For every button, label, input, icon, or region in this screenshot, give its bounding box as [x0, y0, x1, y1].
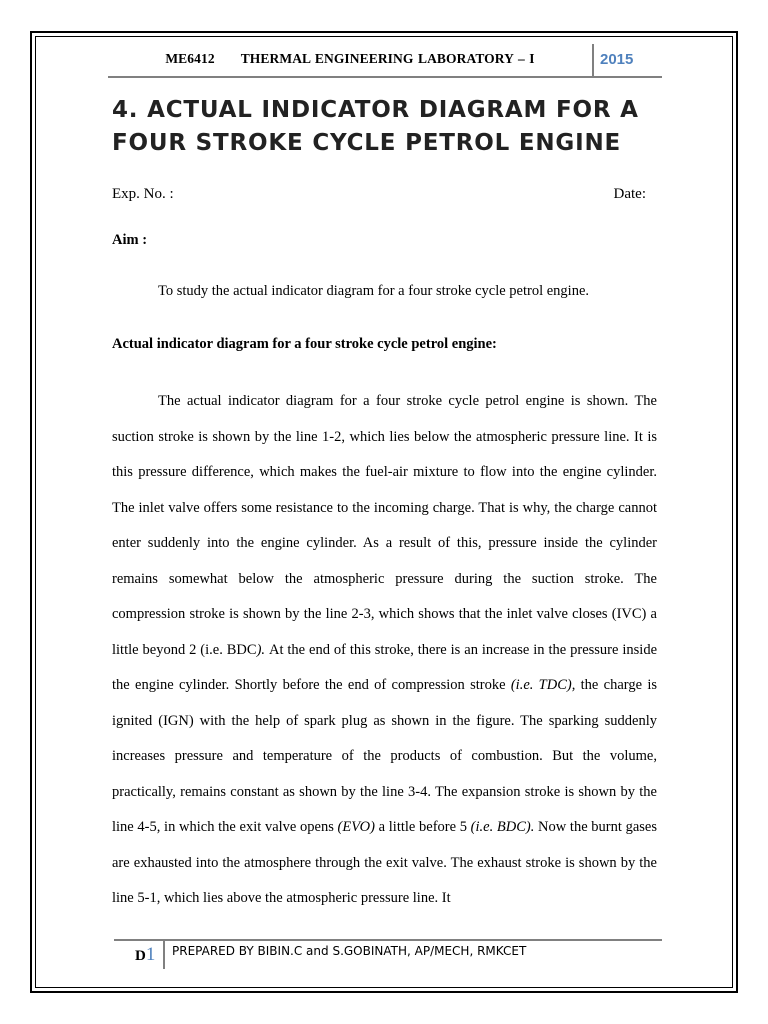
header-divider — [592, 44, 594, 76]
page-prefix: D — [135, 948, 146, 964]
date-label: Date: — [613, 186, 646, 202]
page-header — [108, 44, 662, 78]
body-paragraph — [112, 384, 657, 917]
body-segment: the charge is ignited (IGN) with the help of spark plug as shown in the figure. The sparking suddenly increases pressure and temperature of the products of combustion. But the volume, practically, remains constant as shown by the line 3-4. The expansion stroke is shown by the line 4-5, in which the exit valve opens — [112, 677, 657, 835]
header-year: 2015 — [600, 51, 634, 68]
aim-text: To study the actual indicator diagram for a four stroke cycle petrol engine. — [158, 283, 590, 299]
section-heading: Actual indicator diagram for a four stroke cycle petrol engine: — [112, 336, 497, 352]
body-italic: (EVO) — [337, 819, 375, 835]
page-number — [135, 944, 155, 966]
footer-rule — [114, 939, 662, 941]
aim-label: Aim : — [112, 232, 148, 248]
course-code: ME6412 — [165, 51, 215, 66]
body-italic: ). — [256, 641, 269, 658]
exp-no-label: Exp. No. : — [112, 186, 174, 202]
page-number-value: 1 — [145, 944, 156, 965]
course-title: THERMAL ENGINEERING LABORATORY – I — [240, 51, 535, 66]
exp-row — [112, 186, 646, 203]
body-segment: Now the burnt gases are exhausted into the atmosphere through the exit valve. The exhaust stroke is shown by the line 5-1, which lies above the atmospheric pressure line. It — [112, 819, 658, 906]
footer-prepared-by: PREPARED BY BIBIN.C and S.GOBINATH, AP/MECH, RMKCET — [172, 944, 527, 958]
page-title: 4. ACTUAL INDICATOR DIAGRAM FOR A FOUR STROKE CYCLE PETROL ENGINE — [112, 97, 639, 156]
header-course — [108, 51, 592, 67]
body-segment: a little before 5 — [374, 819, 471, 835]
body-segment: At the end of this stroke, there is an increase in the pressure inside the engine cylinder. Shortly before the end of compression stroke — [112, 641, 657, 693]
footer-divider — [163, 941, 165, 969]
body-italic: (i.e. BDC). — [470, 819, 535, 835]
body-segment: The actual indicator diagram for a four stroke cycle petrol engine is shown. The suction stroke is shown by the line 1-2, which lies below the atmospheric pressure line. It is this pressure difference, which makes the fuel-air mixture to flow into the engine cylinder. The inlet valve offers some resistance to the incoming charge. That is why, the charge cannot enter suddenly into the engine cylinder. As a result of this, pressure inside the cylinder remains somewhat below the atmospheric pressure during the suction stroke. The compression stroke is shown by the line 2-3, which shows that the inlet valve closes (IVC) a little beyond 2 (i.e. BDC — [112, 393, 657, 658]
body-italic: (i.e. TDC), — [510, 677, 576, 693]
